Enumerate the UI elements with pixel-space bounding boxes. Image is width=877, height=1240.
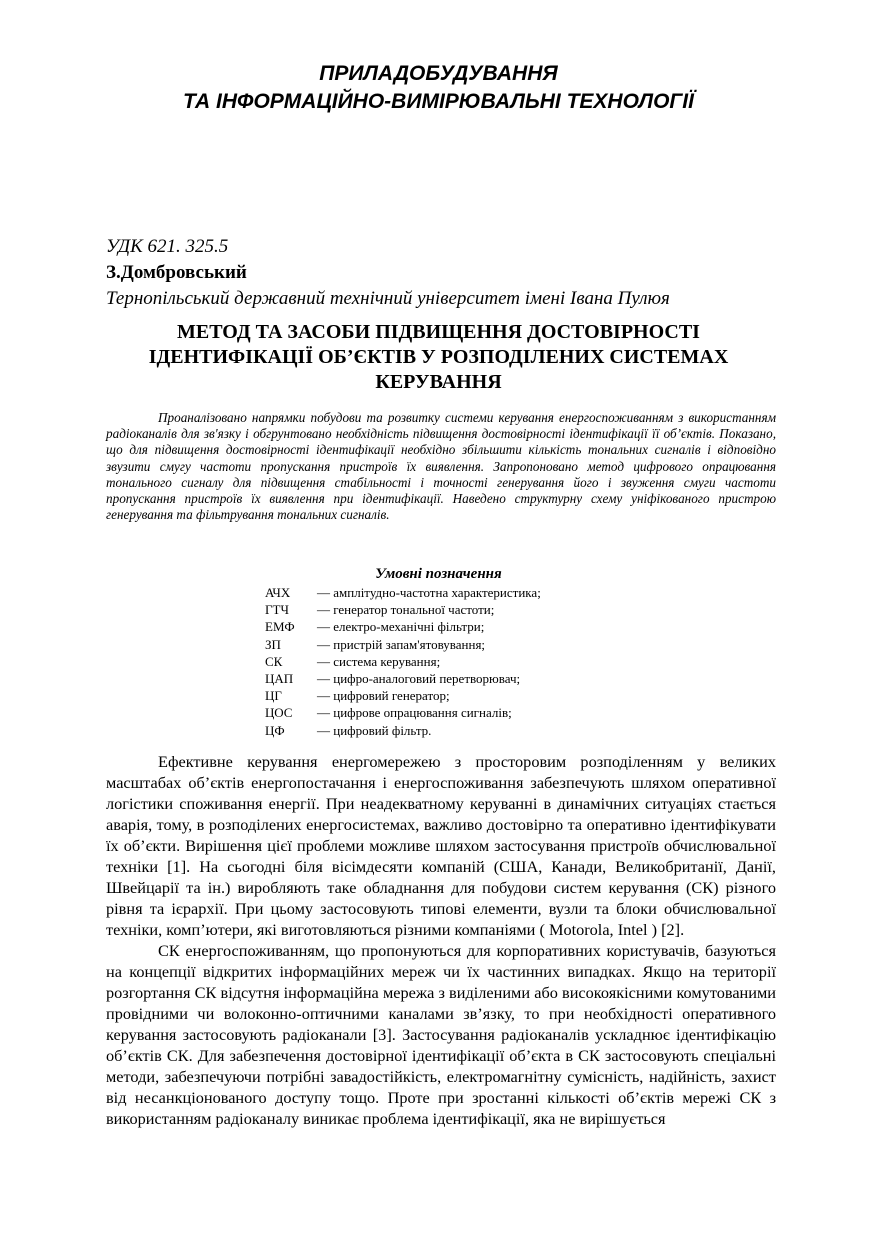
notation-definition: — амплітудно-частотна характеристика; (317, 585, 541, 600)
notation-item (265, 704, 685, 721)
notation-abbr: ЦГ (265, 688, 282, 704)
notation-abbr: АЧХ (265, 585, 291, 600)
notation-definition: — цифровий фільтр. (317, 722, 432, 738)
notation-abbr: ЗП (265, 636, 281, 652)
body-paragraph-2: СК енергоспоживанням, що пропонуються для корпоративних користувачів, базуються на концепції відкритих інформаційних мереж чи їх частинних випадках. Якщо на території розгортання СК відсутня інформаційна мережа з виділеними або високоякісними комутованими провідними чи волоконно-оптичними каналами зв’язку, то при необхідності оперативного керування застосовують радіоканали [3]. Застосування радіоканалів ускладнює ідентифікацію об’єктів СК. Для забезпечення достовірної ідентифікації об’єкта в СК застосовують спеціальні методи, забезпечуючи потрібні завадостійкість, електромагнітну сумісність, надійність, захист від несанкціонованого доступу тощо. Проте при зростанні кількості об’єктів мережі СК з використанням радіоканалу виникає проблема ідентифікації, яка не вирішується (106, 941, 776, 1128)
notation-heading: Умовні позначення (375, 566, 502, 582)
author-affiliation: Тернопільський державний технічний університет імені Івана Пулюя (106, 288, 670, 309)
udc-code: УДК 621. 325.5 (106, 236, 229, 257)
notation-abbr: ЦАП (265, 671, 294, 687)
notation-definition: — цифрове опрацювання сигналів; (317, 705, 512, 721)
notation-abbr: ГТЧ (265, 602, 289, 618)
notation-definition: — система керування; (317, 653, 441, 669)
notation-definition: — цифро-аналоговий перетворювач; (317, 671, 521, 687)
notation-item (265, 722, 685, 739)
notation-abbr: ЦФ (265, 722, 285, 738)
journal-section-title (0, 60, 877, 116)
body-paragraph-1: Ефективне керування енергомережею з просторовим розподіленням у великих масштабах об’єктів енергопостачання і енергоспоживання забезпечують шляхом оперативної логістики споживання енергії. При неадекватному керуванні в динамічних ситуаціях стається аварія, тому, в розподілених енергосистемах, важливо достовірно та оперативно ідентифікувати їх об’єкти. Вирішення цієї проблеми можливе шляхом застосування пристроїв обчислювальної техніки [1]. На сьогодні біля вісімдесяти компаній (США, Канади, Великобританії, Данії, Швейцарії та ін.) виробляють таке обладнання для побудови систем керування (СК) різного рівня та ієрархії. При цьому застосовують типові елементи, вузли та блоки обчислювальної техніки, комп’ютери, які виготовляються різними компаніями ( Motorola, Intel ) [2]. (106, 752, 776, 939)
journal-title-line-1: ПРИЛАДОБУДУВАННЯ (319, 62, 558, 85)
notation-abbr: СК (265, 653, 283, 669)
notation-item (265, 584, 685, 601)
notation-item (265, 618, 685, 635)
notation-definition: — цифровий генератор; (317, 688, 450, 704)
article-meta (106, 234, 806, 312)
notation-item (265, 653, 685, 670)
paper-title-line-2: ІДЕНТИФІКАЦІЇ ОБ’ЄКТІВ У РОЗПОДІЛЕНИХ СИСТЕМАХ (148, 346, 729, 368)
notation-abbr: ЕМФ (265, 619, 295, 635)
notation-item (265, 601, 685, 618)
notation-abbr: ЦОС (265, 705, 293, 721)
abstract: Проаналізовано напрямки побудови та розвитку системи керування енергоспоживанням з використанням радіоканалів для зв'язку і обгрунтовано необхідність підвищення достовірності ідентифікації її об’єктів. Показано, що для підвищення достовірності ідентифікації необхідно збільшити кількість тональних сигналів і відповідно звузити смугу частоти пропускання пристроїв їх виявлення. Запропоновано метод цифрового опрацювання тонального сигналу для підвищення стабільності і точності генерування його і звуження смуги частоти пропускання пристроїв їх виявлення при ідентифікації. Наведено структурну схему уніфікованого пристрою генерування та фільтрування тональних сигналів. (106, 410, 776, 523)
notation-item (265, 670, 685, 687)
notation-definition: — генератор тональної частоти; (317, 602, 495, 618)
notation-definition: — електро-механічні фільтри; (317, 619, 485, 635)
body-text (106, 751, 776, 1129)
paper-title-line-3: КЕРУВАННЯ (375, 371, 502, 393)
paper-title (0, 320, 877, 395)
paper-title-line-1: МЕТОД ТА ЗАСОБИ ПІДВИЩЕННЯ ДОСТОВІРНОСТІ (177, 321, 700, 343)
notation-list (265, 584, 685, 739)
notation-definition: — пристрій запам'ятовування; (317, 636, 486, 652)
journal-title-line-2: ТА ІНФОРМАЦІЙНО-ВИМІРЮВАЛЬНІ ТЕХНОЛОГІЇ (183, 90, 694, 113)
notation-item (265, 636, 685, 653)
author-name: З.Домбровський (106, 262, 247, 283)
notation-item (265, 687, 685, 704)
